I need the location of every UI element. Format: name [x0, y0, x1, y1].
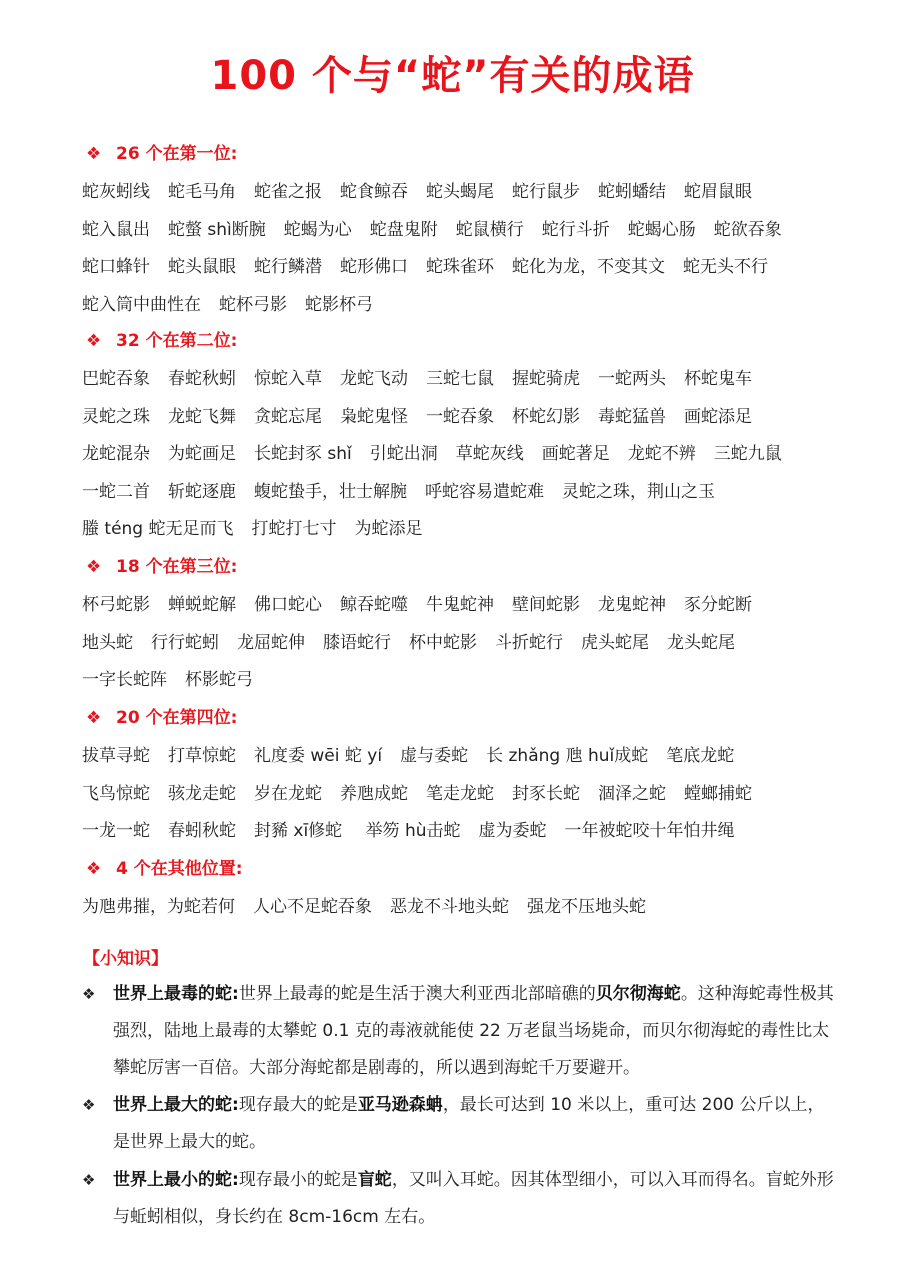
fact-text — [113, 976, 834, 1087]
idiom: 杯蛇幻影 — [512, 406, 580, 427]
idiom: 蛇影杯弓 — [305, 294, 373, 315]
idiom: 蛇鼠横行 — [455, 219, 524, 240]
idiom: 杯弓蛇影 — [82, 595, 150, 615]
idiom: 骇龙走蛇 — [168, 783, 236, 804]
idiom: 杯蛇鬼车 — [684, 369, 752, 389]
idiom: 蛇行鼠步 — [512, 182, 580, 202]
idiom-row — [82, 252, 786, 277]
idiom: 蛇杯弓影 — [219, 294, 287, 315]
section-heading-text: 4 个在其他位置: — [116, 859, 243, 879]
idiom-row — [82, 665, 271, 690]
idiom: 打蛇打七寸 — [251, 519, 337, 539]
fact-label: 世界上最毒的蛇: — [113, 984, 239, 1004]
idiom: 蛇无头不行 — [683, 257, 768, 277]
idiom: 枭蛇鬼怪 — [340, 406, 408, 427]
idiom: 蝮蛇蛰手，壮士解腕 — [254, 481, 407, 502]
idiom: 贪蛇忘尾 — [254, 406, 322, 427]
idiom: 蛇珠雀环 — [426, 257, 494, 277]
idiom: 一字长蛇阵 — [82, 670, 167, 690]
idiom: 为蛇画足 — [168, 444, 236, 464]
idiom: 龙屈蛇伸 — [237, 632, 305, 653]
idiom: 拔草寻蛇 — [82, 746, 150, 766]
idiom: 壁间蛇影 — [512, 595, 580, 615]
idiom: 惊蛇入草 — [254, 369, 322, 389]
idiom: 飞鸟惊蛇 — [82, 783, 150, 804]
idiom: 豕分蛇断 — [684, 595, 752, 615]
fact-smallest — [82, 1162, 834, 1236]
idiom: 举笏 hù击蛇 — [360, 821, 461, 841]
idiom: 佛口蛇心 — [254, 595, 322, 615]
idiom: 养虺成蛇 — [340, 783, 408, 804]
idiom: 蛇雀之报 — [254, 182, 322, 202]
idiom: 强龙不压地头蛇 — [527, 897, 646, 917]
idiom: 春蚓秋蛇 — [168, 821, 236, 841]
idiom: 虚为委蛇 — [478, 821, 547, 841]
idiom: 长 zhǎng 虺 huǐ成蛇 — [486, 746, 649, 766]
idiom: 握蛇骑虎 — [512, 369, 580, 389]
idiom: 巴蛇吞象 — [82, 369, 150, 389]
bullet-icon: ❖ — [82, 1171, 96, 1189]
section-heading-text: 32 个在第二位: — [116, 331, 238, 351]
idiom-row — [82, 290, 391, 315]
idiom: 毒蛇猛兽 — [598, 406, 666, 427]
idiom: 蛇头鼠眼 — [168, 257, 236, 277]
idiom-row — [82, 439, 800, 464]
idiom: 为虺弗摧，为蛇若何 — [82, 897, 235, 917]
idiom: 龙头蛇尾 — [667, 632, 735, 653]
idiom: 蛇行鳞潜 — [254, 257, 322, 277]
idiom-row — [82, 590, 770, 615]
fact-largest — [82, 1087, 834, 1161]
idiom-row — [82, 215, 800, 240]
bullet-icon: ❖ — [86, 708, 102, 728]
idiom: 蛇蝎为心 — [283, 219, 352, 240]
idiom: 一蛇二首 — [82, 481, 150, 502]
fact-text — [113, 1087, 834, 1161]
idiom: 笔底龙蛇 — [666, 746, 735, 766]
fact-most-venomous — [82, 976, 834, 1087]
bullet-icon: ❖ — [82, 1096, 96, 1114]
idiom: 蛇口蜂针 — [82, 257, 150, 277]
fact-highlight: 盲蛇 — [357, 1170, 392, 1190]
idiom: 蛇食鲸吞 — [340, 182, 408, 202]
idiom: 杯影蛇弓 — [185, 670, 253, 690]
idiom: 人心不足蛇吞象 — [253, 897, 372, 917]
idiom: 蛇蚓蟠结 — [598, 182, 666, 202]
idiom: 牛鬼蛇神 — [426, 595, 494, 615]
fact-text-part: ，最长可达到 10 米以上，重可达 200 公斤以上，是世界上最大的蛇。 — [113, 1095, 825, 1152]
idiom: 斩蛇逐鹿 — [168, 481, 236, 502]
idiom: 地头蛇 — [82, 632, 133, 653]
idiom: 蛇入鼠出 — [82, 219, 150, 240]
idiom: 一蛇两头 — [598, 369, 666, 389]
idiom: 呼蛇容易遣蛇难 — [425, 481, 544, 502]
idiom: 草蛇灰线 — [455, 444, 524, 464]
idiom: 一蛇吞象 — [426, 406, 494, 427]
fact-label: 世界上最小的蛇: — [113, 1170, 239, 1190]
idiom: 龙蛇飞动 — [340, 369, 408, 389]
idiom: 蛇蝎心肠 — [627, 219, 696, 240]
idiom: 长蛇封豕 shǐ — [254, 444, 352, 464]
idiom: 蛇盘鬼附 — [369, 219, 438, 240]
idiom-row — [82, 364, 770, 389]
idiom: 龙蛇混杂 — [82, 444, 150, 464]
fact-text-part: 现存最大的蛇是 — [238, 1095, 358, 1115]
idiom: 虚与委蛇 — [400, 746, 469, 766]
idiom: 三蛇七鼠 — [426, 369, 494, 389]
idiom: 鲸吞蛇噬 — [340, 595, 408, 615]
section-heading-text: 20 个在第四位: — [116, 708, 238, 728]
idiom: 三蛇九鼠 — [713, 444, 782, 464]
idiom: 岁在龙蛇 — [254, 783, 322, 804]
bullet-icon: ❖ — [86, 859, 102, 879]
fact-highlight: 亚马逊森蚺 — [357, 1095, 443, 1115]
idiom: 蛇欲吞象 — [713, 219, 782, 240]
idiom: 膝语蛇行 — [323, 632, 391, 653]
tips-heading: 【小知识】 — [83, 949, 168, 969]
idiom: 为蛇添足 — [354, 519, 423, 539]
idiom: 蛇毛马角 — [168, 182, 236, 202]
idiom: 龙蛇飞舞 — [168, 406, 236, 427]
fact-text-part: 。这种海蛇毒性极其强烈，陆地上最毒的太攀蛇 0.1 克的毒液就能使 22 万老鼠当场毙命，而贝尔彻海蛇的毒性比太攀蛇厉害一百倍。大部分海蛇都是剧毒的，所以遇到海蛇千万要避开。 — [113, 984, 834, 1078]
fact-text-part: ，又叫入耳蛇。因其体型细小，可以入耳而得名。盲蛇外形与蚯蚓相似，身长约在 8cm-16cm 左右。 — [113, 1170, 834, 1227]
section-heading-text: 18 个在第三位: — [116, 557, 238, 577]
bullet-icon: ❖ — [86, 331, 102, 351]
idiom: 一年被蛇咬十年怕井绳 — [564, 821, 735, 841]
section-heading — [86, 139, 237, 164]
idiom: 灵蛇之珠 — [82, 406, 150, 427]
idiom-row — [82, 402, 770, 427]
idiom: 恶龙不斗地头蛇 — [390, 897, 509, 917]
fact-text — [113, 1162, 834, 1236]
idiom: 蛇入筒中曲性在 — [82, 294, 201, 315]
section-heading — [86, 552, 237, 577]
idiom: 蛇头蝎尾 — [426, 182, 494, 202]
bullet-icon: ❖ — [82, 985, 96, 1003]
idiom: 螣 téng 蛇无足而飞 — [82, 519, 234, 539]
idiom-row — [82, 779, 770, 804]
idiom-row — [82, 177, 770, 202]
idiom: 笔走龙蛇 — [426, 783, 494, 804]
idiom: 蛇螫 shì断腕 — [168, 219, 266, 240]
idiom: 引蛇出洞 — [369, 444, 438, 464]
idiom: 蛇行斗折 — [541, 219, 610, 240]
page-title: 100 个与“蛇”有关的成语 — [210, 53, 695, 99]
idiom: 灵蛇之珠，荆山之玉 — [562, 481, 715, 502]
idiom: 龙鬼蛇神 — [598, 595, 666, 615]
fact-label: 世界上最大的蛇: — [113, 1095, 239, 1115]
section-heading — [86, 326, 237, 351]
section-heading — [86, 703, 237, 728]
idiom: 春蛇秋蚓 — [168, 369, 236, 389]
idiom: 虎头蛇尾 — [581, 632, 649, 653]
idiom: 蛇化为龙，不变其文 — [512, 257, 665, 277]
section-heading-text: 26 个在第一位: — [116, 144, 238, 164]
bullet-icon: ❖ — [86, 557, 102, 577]
idiom-row — [82, 892, 664, 917]
idiom: 封豨 xī修蛇 — [254, 821, 343, 841]
idiom: 行行蛇蚓 — [151, 632, 219, 653]
idiom: 打草惊蛇 — [168, 746, 236, 766]
idiom-row — [82, 741, 752, 766]
idiom: 杯中蛇影 — [409, 632, 477, 653]
idiom: 封豕长蛇 — [512, 783, 580, 804]
idiom: 蝉蜕蛇解 — [168, 595, 236, 615]
idiom-row — [82, 816, 753, 841]
idiom: 蛇眉鼠眼 — [684, 182, 752, 202]
idiom: 画蛇著足 — [541, 444, 610, 464]
idiom-row — [82, 628, 753, 653]
idiom: 蛇形佛口 — [340, 257, 408, 277]
section-heading — [86, 854, 243, 879]
idiom-row — [82, 477, 733, 502]
idiom-row — [82, 514, 441, 539]
fact-text-part: 现存最小的蛇是 — [238, 1170, 358, 1190]
idiom: 斗折蛇行 — [495, 632, 563, 653]
idiom: 螳螂捕蛇 — [684, 783, 752, 804]
idiom: 涸泽之蛇 — [598, 783, 666, 804]
fact-text-part: 世界上最毒的蛇是生活于澳大利亚西北部暗礁的 — [238, 984, 596, 1004]
idiom: 画蛇添足 — [684, 406, 752, 427]
bullet-icon: ❖ — [86, 144, 102, 164]
idiom: 龙蛇不辨 — [627, 444, 696, 464]
idiom: 一龙一蛇 — [82, 821, 150, 841]
fact-highlight: 贝尔彻海蛇 — [595, 984, 681, 1004]
idiom: 蛇灰蚓线 — [82, 182, 150, 202]
idiom: 礼度委 wēi 蛇 yí — [254, 746, 383, 766]
